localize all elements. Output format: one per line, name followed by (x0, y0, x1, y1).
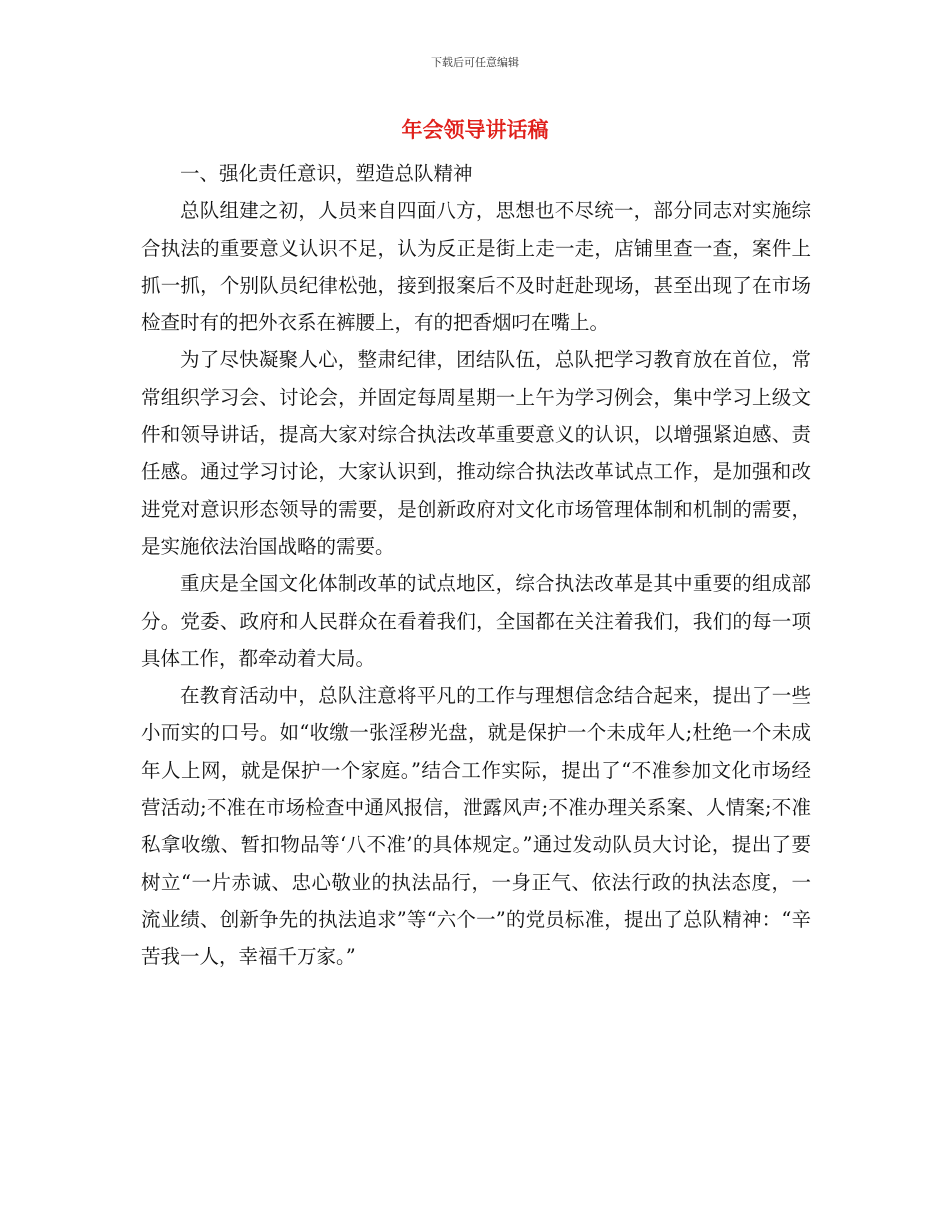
paragraph: 在教育活动中，总队注意将平凡的工作与理想信念结合起来，提出了一些小而实的口号。如“收缴一张淫秽光盘，就是保护一个未成年人;杜绝一个未成年人上网，就是保护一个家庭。”结合工作实际，提出了“不准参加文化市场经营活动;不准在市场检查中通风报信，泄露风声;不准办理关系案、人情案;不准私拿收缴、暂扣物品等‘八不准’的具体规定。”通过发动队员大讨论，提出了要树立“一片赤诚、忠心敬业的执法品行，一身正气、依法行政的执法态度，一流业绩、创新争先的执法追求”等“六个一”的党员标准，提出了总队精神：“辛苦我一人，幸福千万家。” (141, 684, 811, 969)
paragraph: 总队组建之初，人员来自四面八方，思想也不尽统一，部分同志对实施综合执法的重要意义认识不足，认为反正是街上走一走，店铺里查一查，案件上抓一抓，个别队员纪律松弛，接到报案后不及时赶赴现场，甚至出现了在市场检查时有的把外衣系在裤腰上，有的把香烟叼在嘴上。 (141, 199, 811, 335)
paragraph: 重庆是全国文化体制改革的试点地区，综合执法改革是其中重要的组成部分。党委、政府和人民群众在看着我们，全国都在关注着我们，我们的每一项具体工作，都牵动着大局。 (141, 572, 811, 670)
page-header-note: 下载后可任意编辑 (431, 56, 519, 69)
document-title: 年会领导讲话稿 (401, 118, 549, 142)
paragraph: 为了尽快凝聚人心，整肃纪律，团结队伍，总队把学习教育放在首位，常常组织学习会、讨论会，并固定每周星期一上午为学习例会，集中学习上级文件和领导讲话，提高大家对综合执法改革重要意义的认识，以增强紧迫感、责任感。通过学习讨论，大家认识到，推动综合执法改革试点工作，是加强和改进党对意识形态领导的需要，是创新政府对文化市场管理体制和机制的需要，是实施依法治国战略的需要。 (141, 348, 811, 558)
section-heading: 一、强化责任意识，塑造总队精神 (180, 162, 473, 185)
document-body (141, 155, 811, 976)
